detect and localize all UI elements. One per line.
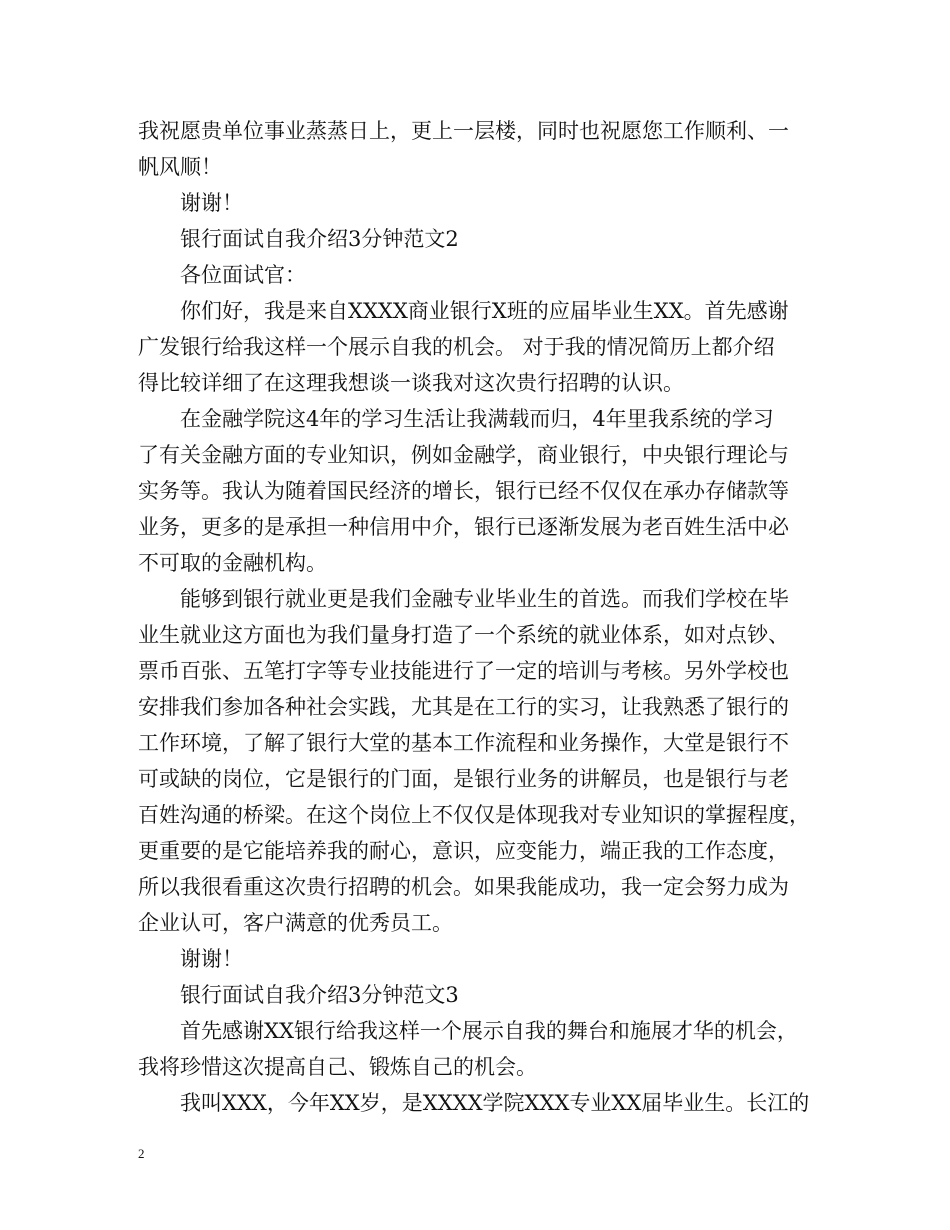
text-line: 帆风顺！ — [138, 155, 222, 179]
text-line: 业务，更多的是承担一种信用中介，银行已逐渐发展为老百姓生活中必 — [138, 515, 789, 539]
text-line: 安排我们参加各种社会实践，尤其是在工行的实习，让我熟悉了银行的 — [138, 695, 789, 719]
text-line: 不可取的金融机构。 — [138, 551, 327, 575]
text-line: 你们好，我是来自XXXX商业银行X班的应届毕业生XX。首先感谢 — [180, 299, 789, 323]
text-line: 首先感谢XX银行给我这样一个展示自我的舞台和施展才华的机会， — [180, 1019, 798, 1043]
section-heading: 银行面试自我介绍3分钟范文3 — [180, 983, 459, 1007]
text-line: 广发银行给我这样一个展示自我的机会。 对于我的情况简历上都介绍 — [138, 335, 775, 359]
text-line: 了有关金融方面的专业知识，例如金融学，商业银行，中央银行理论与 — [138, 443, 789, 467]
page-number: 2 — [138, 1146, 145, 1161]
text-line: 我叫XXX，今年XX岁，是XXXX学院XXX专业XX届毕业生。长江的 — [180, 1091, 810, 1115]
text-line: 能够到银行就业更是我们金融专业毕业生的首选。而我们学校在毕 — [180, 587, 789, 611]
text-line: 我将珍惜这次提高自己、锻炼自己的机会。 — [138, 1055, 537, 1079]
text-line: 在金融学院这4年的学习生活让我满载而归，4年里我系统的学习 — [180, 407, 774, 431]
text-line: 得比较详细了在这理我想谈一谈我对这次贵行招聘的认识。 — [138, 371, 684, 395]
text-line: 企业认可，客户满意的优秀员工。 — [138, 911, 453, 935]
text-line: 实务等。我认为随着国民经济的增长，银行已经不仅仅在承办存储款等 — [138, 479, 789, 503]
text-line: 所以我很看重这次贵行招聘的机会。如果我能成功，我一定会努力成为 — [138, 875, 789, 899]
text-line: 更重要的是它能培养我的耐心，意识，应变能力，端正我的工作态度， — [138, 839, 789, 863]
section-heading: 银行面试自我介绍3分钟范文2 — [180, 227, 459, 251]
text-line: 我祝愿贵单位事业蒸蒸日上，更上一层楼，同时也祝愿您工作顺利、一 — [138, 119, 789, 143]
text-line: 谢谢！ — [180, 191, 243, 215]
text-line: 各位面试官： — [180, 263, 306, 287]
text-line: 百姓沟通的桥梁。在这个岗位上不仅仅是体现我对专业知识的掌握程度， — [138, 803, 810, 827]
text-line: 业生就业这方面也为我们量身打造了一个系统的就业体系，如对点钞、 — [138, 623, 789, 647]
text-line: 工作环境，了解了银行大堂的基本工作流程和业务操作，大堂是银行不 — [138, 731, 789, 755]
text-line: 谢谢！ — [180, 947, 243, 971]
text-line: 票币百张、五笔打字等专业技能进行了一定的培训与考核。另外学校也 — [138, 659, 789, 683]
text-line: 可或缺的岗位，它是银行的门面，是银行业务的讲解员，也是银行与老 — [138, 767, 789, 791]
